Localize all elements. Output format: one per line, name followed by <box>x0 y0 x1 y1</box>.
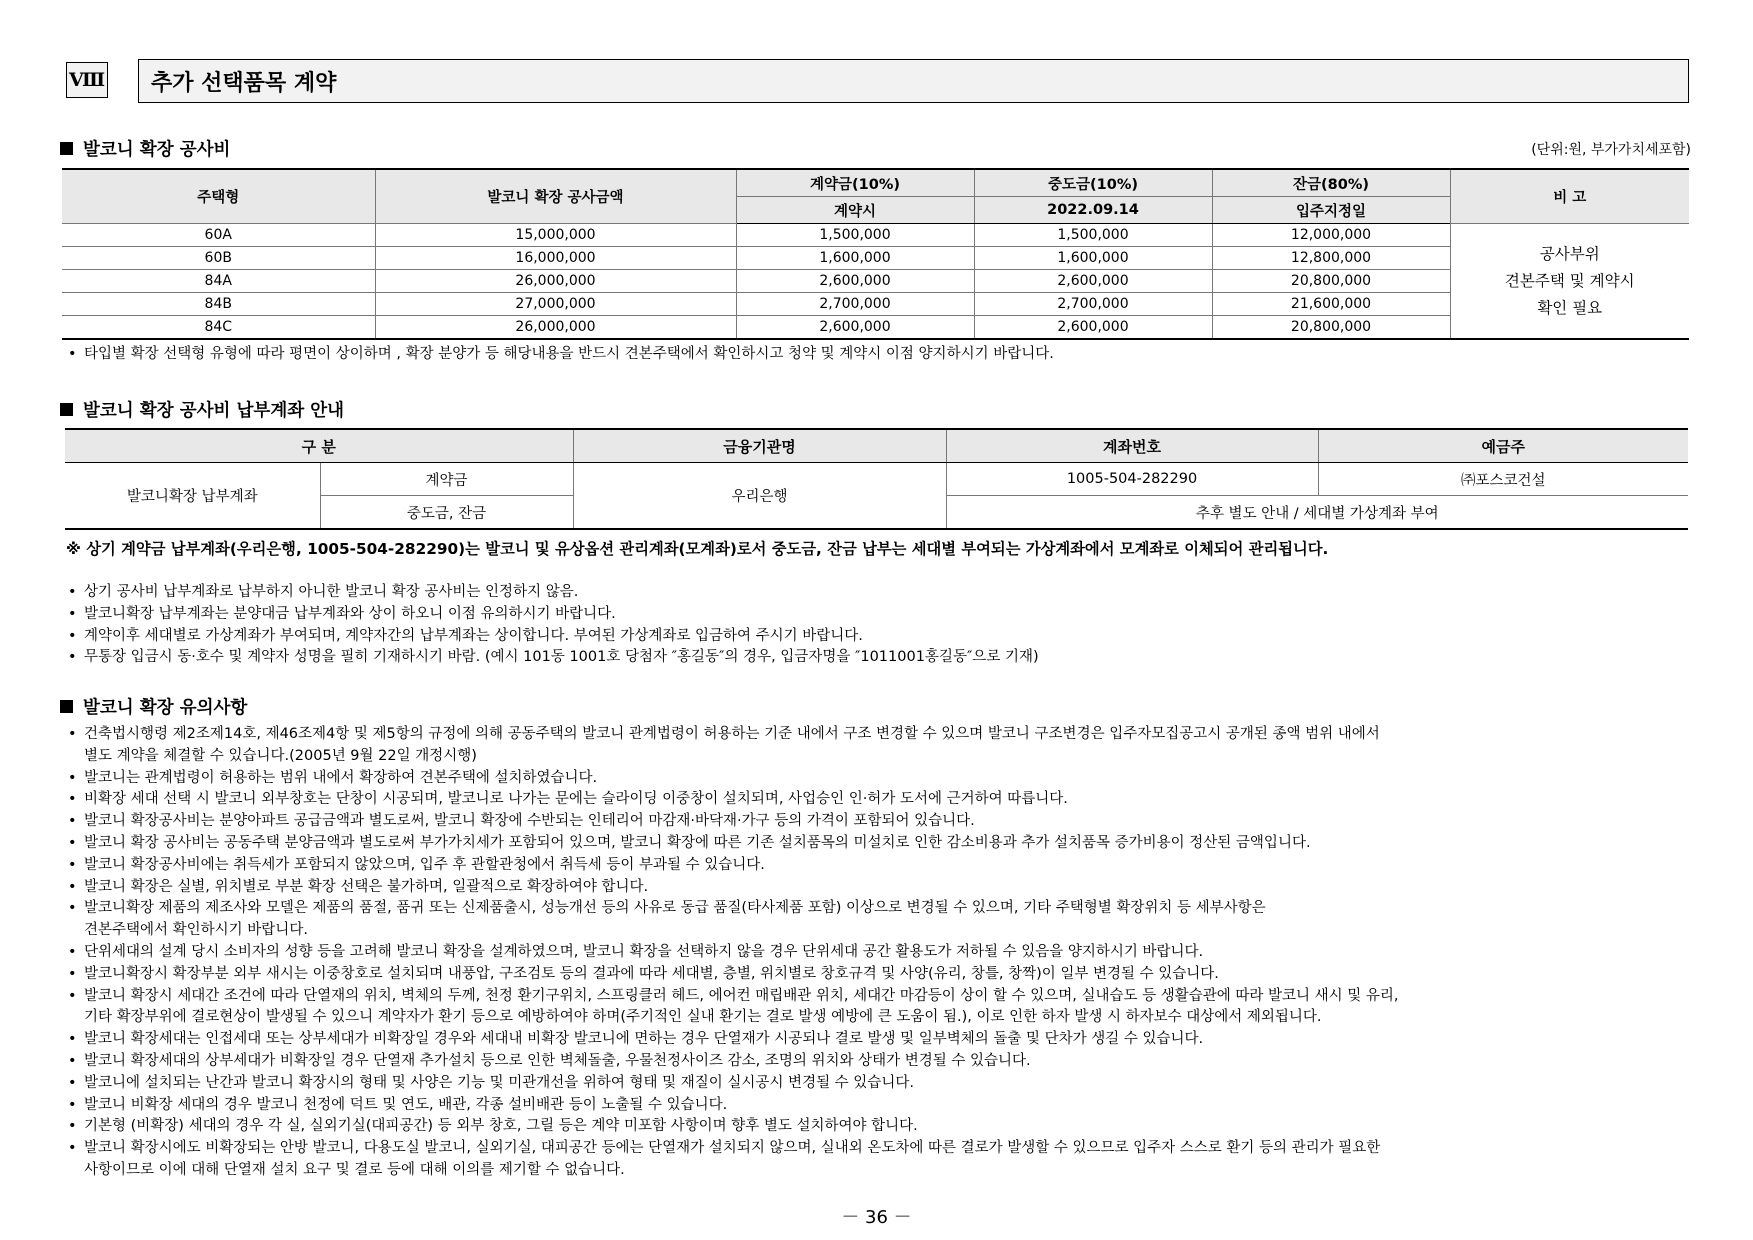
payment-account-table <box>65 428 1688 530</box>
cell-amount: 27,000,000 <box>375 293 736 316</box>
square-bullet-icon <box>60 700 73 713</box>
list-item-line: • 발코니확장 제품의 제조사와 모델은 제품의 품절, 품귀 또는 신제품출시, 성능개선 등의 사유로 동급 품질(타사제품 포함) 이상으로 변경될 수 있으며, 기타 주택형별 확장위치 등 세부사항은 <box>84 900 1266 917</box>
cell-deposit: 2,600,000 <box>736 316 974 340</box>
list-item <box>68 877 1399 899</box>
square-bullet-icon <box>60 142 73 155</box>
col-subheader-middle: 2022.09.14 <box>974 197 1212 224</box>
list-item: • 무통장 입금시 동·호수 및 계약자 성명을 필히 기재하시기 바람. (예시 101동 1001호 당첨자 ″홍길동″의 경우, 입금자명을 ″1011001홍길동″으로 기재) <box>68 647 1039 669</box>
list-item <box>68 1138 1399 1182</box>
section-title: 추가 선택품목 계약 <box>138 59 1689 103</box>
list-item-line: • 기본형 (비확장) 세대의 경우 각 실, 실외기실(대피공간) 등 외부 창호, 그릴 등은 계약 미포함 사항이며 향후 별도 설치하여야 합니다. <box>84 1118 918 1135</box>
list-item-line: • 발코니 확장세대의 상부세대가 비확장일 경우 단열재 추가설치 등으로 인한 벽체돌출, 우물천정사이즈 감소, 조명의 위치와 상태가 변경될 수 있습니다. <box>84 1052 1031 1069</box>
col-header-amount: 발코니 확장 공사금액 <box>375 169 736 224</box>
table-row <box>62 293 1689 316</box>
cell-type: 60A <box>62 224 375 247</box>
cell-deposit: 1,500,000 <box>736 224 974 247</box>
table-row <box>62 270 1689 293</box>
balcony-cost-note <box>68 344 1054 366</box>
col-header-bank: 금융기관명 <box>573 429 946 463</box>
list-item-line: • 발코니 확장시 세대간 조건에 따라 단열재의 위치, 벽체의 두께, 천정 환기구위치, 스프링클러 헤드, 에어컨 매립배관 위치, 세대간 마감등이 상이 할 수 있으며, 실내습도 등 생활습관에 따라 발코니 새시 및 유리, <box>84 987 1399 1004</box>
list-item <box>68 898 1399 942</box>
balcony-cost-heading: 발코니 확장 공사비 <box>60 136 230 161</box>
cell-balance: 20,800,000 <box>1212 316 1450 340</box>
col-header-holder: 예금주 <box>1318 429 1688 463</box>
list-item <box>68 811 1399 833</box>
cell-deposit: 1,600,000 <box>736 247 974 270</box>
col-header-account-no: 계좌번호 <box>946 429 1318 463</box>
cell-type: 84B <box>62 293 375 316</box>
cautions-heading: 발코니 확장 유의사항 <box>60 694 247 719</box>
cell-type: 84A <box>62 270 375 293</box>
cell-bank: 우리은행 <box>573 463 946 530</box>
list-item-line: 견본주택에서 확인하시기 바랍니다. <box>84 922 308 939</box>
cell-balance: 21,600,000 <box>1212 293 1450 316</box>
cell-deposit: 2,700,000 <box>736 293 974 316</box>
list-item-line: • 발코니 확장 공사비는 공동주택 분양금액과 별도로써 부가가치세가 포함되어 있으며, 발코니 확장에 따른 기존 설치품목의 미설치로 인한 감소비용과 추가 설치품목 증가비용이 정산된 금액입니다. <box>84 834 1311 851</box>
list-item-line: • 단위세대의 설계 당시 소비자의 성향 등을 고려해 발코니 확장을 설계하였으며, 발코니 확장을 선택하지 않을 경우 단위세대 공간 활용도가 저하될 수 있음을 양지하시기 바랍니다. <box>84 943 1204 960</box>
cell-middle: 1,600,000 <box>974 247 1212 270</box>
cell-account-no: 1005-504-282290 <box>946 463 1318 496</box>
list-item-line: • 발코니 확장공사비는 분양아파트 공급금액과 별도로써, 발코니 확장에 수반되는 인테리어 마감재·바닥재·가구 등의 가격이 포함되어 있습니다. <box>84 813 975 830</box>
cell-middle: 1,500,000 <box>974 224 1212 247</box>
list-item <box>68 1116 1399 1138</box>
list-item: • 계약이후 세대별로 가상계좌가 부여되며, 계약자간의 납부계좌는 상이합니다. 부여된 가상계좌로 입금하여 주시기 바랍니다. <box>68 626 1039 648</box>
cell-type: 60B <box>62 247 375 270</box>
list-item <box>68 833 1399 855</box>
cell-amount: 16,000,000 <box>375 247 736 270</box>
cell-subcategory: 계약금 <box>320 463 573 496</box>
cell-amount: 26,000,000 <box>375 316 736 340</box>
cell-middle: 2,600,000 <box>974 316 1212 340</box>
section-number: Ⅷ <box>66 62 108 98</box>
payment-bullets <box>68 582 1039 669</box>
cell-category: 발코니확장 납부계좌 <box>65 463 320 530</box>
col-header-type: 주택형 <box>62 169 375 224</box>
remark-line: 견본주택 및 계약시 <box>1504 271 1635 290</box>
list-item <box>68 855 1399 877</box>
cell-deposit: 2,600,000 <box>736 270 974 293</box>
cell-holder: ㈜포스코건설 <box>1318 463 1688 496</box>
remark-line: 공사부위 <box>1539 244 1600 263</box>
col-header-category: 구 분 <box>65 429 573 463</box>
cell-type: 84C <box>62 316 375 340</box>
list-item: • 발코니확장 납부계좌는 분양대금 납부계좌와 상이 하오니 이점 유의하시기 바랍니다. <box>68 604 1039 626</box>
list-item <box>68 1095 1399 1117</box>
table-row <box>62 247 1689 270</box>
cell-amount: 15,000,000 <box>375 224 736 247</box>
table-row <box>62 224 1689 247</box>
list-item-line: • 발코니에 설치되는 난간과 발코니 확장시의 형태 및 사양은 기능 및 미관개선을 위하여 형태 및 재질이 실시공시 변경될 수 있습니다. <box>84 1074 914 1091</box>
table-row <box>62 316 1689 340</box>
list-item <box>68 724 1399 768</box>
cell-remark <box>1450 224 1689 340</box>
list-item-line: • 건축법시행령 제2조제14호, 제46조제4항 및 제5항의 규정에 의해 공동주택의 발코니 관계법령이 허용하는 기준 내에서 구조 변경할 수 있으며 발코니 구조변경은 입주자모집공고시 공개된 종액 범위 내에서 <box>84 726 1380 742</box>
list-item <box>68 964 1399 986</box>
list-item-line: • 발코니 확장은 실별, 위치별로 부분 확장 선택은 불가하며, 일괄적으로 확장하여야 합니다. <box>84 878 649 895</box>
balcony-cost-table <box>62 168 1689 340</box>
table-row <box>65 463 1688 496</box>
list-item <box>68 986 1399 1030</box>
col-header-deposit: 계약금(10%) <box>736 169 974 197</box>
cell-amount: 26,000,000 <box>375 270 736 293</box>
payment-account-heading: 발코니 확장 공사비 납부계좌 안내 <box>60 397 344 422</box>
list-item-line: 별도 계약을 체결할 수 있습니다.(2005년 9월 22일 개정시행) <box>84 747 477 764</box>
col-header-remark: 비 고 <box>1450 169 1689 224</box>
remark-line: 확인 필요 <box>1537 298 1603 317</box>
cell-virtual-account-note: 추후 별도 안내 / 세대별 가상계좌 부여 <box>946 496 1688 530</box>
list-item <box>68 1051 1399 1073</box>
cell-balance: 12,000,000 <box>1212 224 1450 247</box>
account-notice: ※ 상기 계약금 납부계좌(우리은행, 1005-504-282290)는 발코니 및 유상옵션 관리계좌(모계좌)로서 중도금, 잔금 납부는 세대별 부여되는 가상계좌에서 모계좌로 이체되어 관리됩니다. <box>66 540 1329 558</box>
page-number: － 36 － <box>841 1207 912 1228</box>
cell-subcategory: 중도금, 잔금 <box>320 496 573 530</box>
list-item <box>68 1029 1399 1051</box>
list-item <box>68 942 1399 964</box>
list-item-line: • 발코니 확장시에도 비확장되는 안방 발코니, 다용도실 발코니, 실외기실, 대피공간 등에는 단열재가 설치되지 않으며, 실내외 온도차에 따른 결로가 발생할 수 있으므로 입주자 스스로 환기 등의 관리가 필요한 <box>84 1140 1381 1157</box>
cautions-list <box>68 724 1399 1182</box>
list-item <box>68 1073 1399 1095</box>
list-item-line: 사항이므로 이에 대해 단열재 설치 요구 및 결로 등에 대해 이의를 제기할 수 없습니다. <box>84 1161 625 1178</box>
col-subheader-balance: 입주지정일 <box>1212 197 1450 224</box>
list-item-line: • 발코니확장시 확장부분 외부 새시는 이중창호로 설치되며 내풍압, 구조검토 등의 결과에 따라 세대별, 층별, 위치별로 창호규격 및 사양(유리, 창틀, 창짝)이 일부 변경될 수 있습니다. <box>84 965 1219 982</box>
square-bullet-icon <box>60 403 73 416</box>
col-subheader-deposit: 계약시 <box>736 197 974 224</box>
unit-label: (단위:원, 부가가치세포함) <box>1531 142 1691 158</box>
col-header-balance: 잔금(80%) <box>1212 169 1450 197</box>
list-item: • 타입별 확장 선택형 유형에 따라 평면이 상이하며 , 확장 분양가 등 해당내용을 반드시 견본주택에서 확인하시고 청약 및 계약시 이점 양지하시기 바랍니다. <box>68 344 1054 366</box>
cell-balance: 20,800,000 <box>1212 270 1450 293</box>
list-item-line: • 발코니는 관계법령이 허용하는 범위 내에서 확장하여 견본주택에 설치하였습니다. <box>84 769 598 786</box>
list-item: • 상기 공사비 납부계좌로 납부하지 아니한 발코니 확장 공사비는 인정하지 않음. <box>68 582 1039 604</box>
cell-balance: 12,800,000 <box>1212 247 1450 270</box>
list-item-line: • 비확장 세대 선택 시 발코니 외부창호는 단창이 시공되며, 발코니로 나가는 문에는 슬라이딩 이중창이 설치되며, 사업승인 인·허가 도서에 근거하여 따릅니다. <box>84 791 1068 808</box>
list-item-line: 기타 확장부위에 결로현상이 발생될 수 있으니 계약자가 환기 등으로 예방하여야 하며(주기적인 실내 환기는 결로 발생 예방에 큰 도움이 됨.), 이로 인한 하자 발생 시 하자보수 대상에서 제외됩니다. <box>84 1009 1322 1026</box>
list-item-line: • 발코니 확장세대는 인접세대 또는 상부세대가 비확장일 경우와 세대내 비확장 발코니에 면하는 경우 단열재가 시공되나 결로 발생 및 일부벽체의 돌출 및 단차가 생길 수 있습니다. <box>84 1031 1204 1048</box>
list-item-line: • 발코니 비확장 세대의 경우 발코니 천정에 덕트 및 연도, 배관, 각종 설비배관 등이 노출될 수 있습니다. <box>84 1096 728 1113</box>
list-item <box>68 768 1399 790</box>
col-header-middle: 중도금(10%) <box>974 169 1212 197</box>
cell-middle: 2,700,000 <box>974 293 1212 316</box>
list-item <box>68 789 1399 811</box>
list-item-line: • 발코니 확장공사비에는 취득세가 포함되지 않았으며, 입주 후 관할관청에서 취득세 등이 부과될 수 있습니다. <box>84 856 765 873</box>
cell-middle: 2,600,000 <box>974 270 1212 293</box>
